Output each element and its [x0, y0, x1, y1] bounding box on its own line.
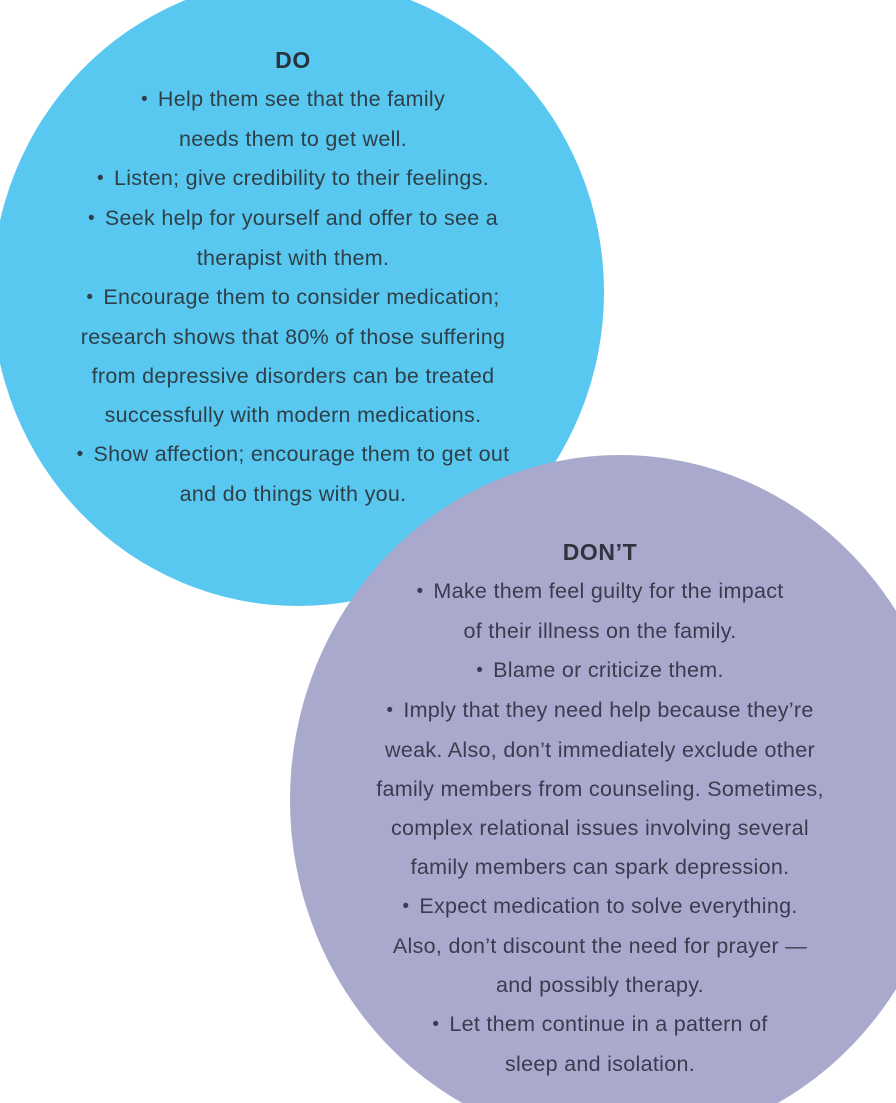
bullet-icon: • — [97, 168, 104, 189]
list-line: • Imply that they need help because they’re — [320, 691, 880, 731]
bullet-icon: • — [416, 581, 424, 602]
list-line: • Expect medication to solve everything. — [320, 887, 880, 927]
list-line: family members from counseling. Sometimes, — [376, 777, 824, 801]
list-line: research shows that 80% of those suffering — [80, 325, 506, 349]
list-line: sleep and isolation. — [504, 1052, 696, 1076]
do-bullet-list — [10, 80, 576, 514]
list-line: • Help them see that the family — [10, 80, 576, 120]
bullet-icon: • — [86, 287, 94, 308]
list-line: therapist with them. — [196, 246, 390, 270]
list-line: • Listen; give credibility to their feelings. — [10, 159, 576, 199]
list-line: and do things with you. — [179, 482, 407, 506]
list-line: • Seek help for yourself and offer to see a — [10, 199, 576, 239]
bullet-icon: • — [140, 89, 148, 110]
list-line: from depressive disorders can be treated — [91, 364, 495, 388]
dont-bullet-list — [320, 572, 880, 1084]
list-line: needs them to get well. — [179, 127, 407, 151]
dont-title: DON’T — [562, 539, 638, 565]
list-line: Also, don’t discount the need for prayer — — [392, 934, 808, 958]
list-line: • Encourage them to consider medication; — [10, 278, 576, 318]
list-line: • Let them continue in a pattern of — [320, 1005, 880, 1045]
dont-text-block — [320, 533, 880, 1084]
list-line: complex relational issues involving several — [390, 816, 809, 840]
bullet-icon: • — [402, 896, 410, 917]
list-line: successfully with modern medications. — [104, 403, 482, 427]
bullet-icon: • — [432, 1014, 440, 1035]
bullet-icon: • — [76, 444, 84, 465]
list-line: • Blame or criticize them. — [320, 651, 880, 691]
bullet-icon: • — [476, 660, 484, 681]
list-line: of their illness on the family. — [463, 619, 737, 643]
bullet-icon: • — [87, 208, 95, 229]
list-line: • Make them feel guilty for the impact — [320, 572, 880, 612]
list-line: family members can spark depression. — [410, 855, 790, 879]
do-text-block — [10, 41, 576, 514]
list-line: • Show affection; encourage them to get out — [10, 435, 576, 475]
bullet-icon: • — [386, 700, 394, 721]
do-title: DO — [275, 47, 311, 73]
list-line: and possibly therapy. — [496, 973, 704, 997]
list-line: weak. Also, don’t immediately exclude other — [385, 738, 815, 762]
